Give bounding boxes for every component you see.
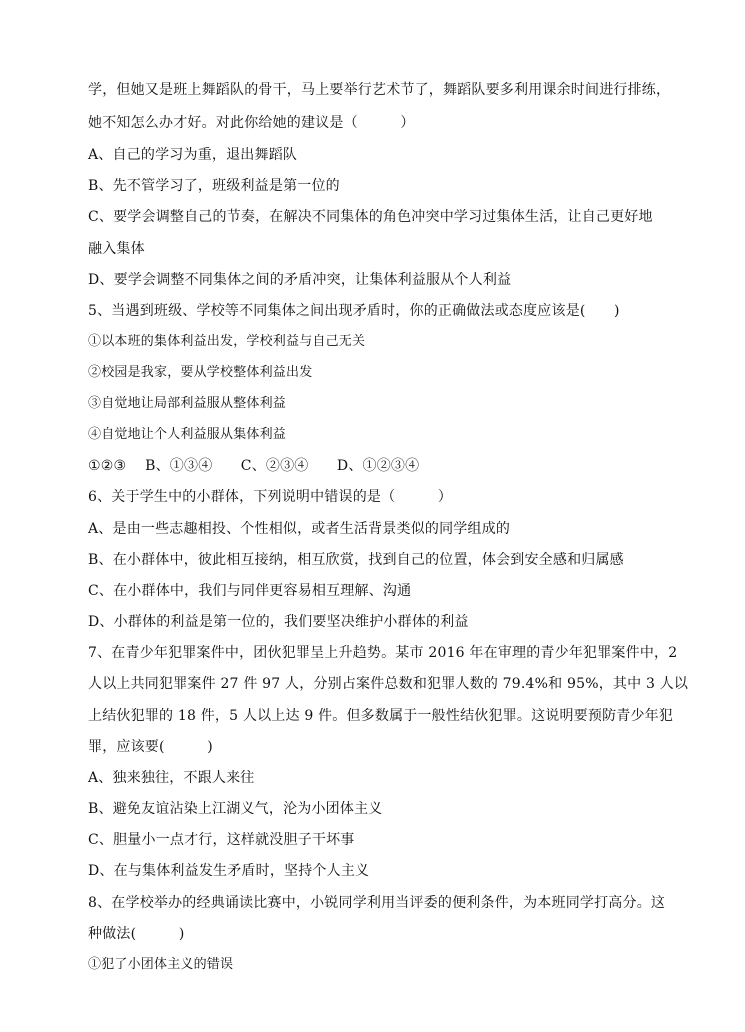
q8-item-1: ①犯了小团体主义的错误: [88, 957, 234, 972]
q6-option-b: B、在小群体中，彼此相互接纳，相互欣赏，找到自己的位置，体会到安全感和归属感: [88, 552, 624, 568]
q7-stem-line-4: 罪，应该要( ): [88, 739, 213, 755]
q7-option-d: D、在与集体利益发生矛盾时，坚持个人主义: [88, 863, 370, 879]
q7-stem-line-3: 上结伙犯罪的 18 件，5 人以上达 9 件。但多数属于一般性结伙犯罪。这说明要预防青少年犯: [88, 708, 674, 724]
q6-option-a: A、是由一些志趣相投、个性相似，或者生活背景类似的同学组成的: [88, 521, 511, 537]
q7-option-c: C、胆量小一点才行，这样就没胆子干坏事: [88, 832, 355, 848]
q5-item-4: ④自觉地让个人利益服从集体利益: [88, 427, 287, 442]
q8-stem-line-1: 8、在学校举办的经典诵读比赛中，小锐同学利用当评委的便利条件，为本班同学打高分。这: [88, 895, 666, 911]
q4-stem-line-1: 学，但她又是班上舞蹈队的骨干，马上要举行艺术节了，舞蹈队要多利用课余时间进行排练，: [88, 82, 671, 98]
q5-item-3: ③自觉地让局部利益服从整体利益: [88, 396, 287, 411]
q6-option-d: D、小群体的利益是第一位的，我们要坚决维护小群体的利益: [88, 614, 469, 630]
q4-stem-line-2: 她不知怎么办才好。对此你给她的建议是（ ）: [88, 115, 415, 131]
q7-stem-line-1: 7、在青少年犯罪案件中，团伙犯罪呈上升趋势。某市 2016 年在审理的青少年犯罪案件中，2: [88, 645, 678, 661]
q4-option-c-line-2: 融入集体: [88, 241, 145, 257]
q4-option-c-line-1: C、要学会调整自己的节奏，在解决不同集体的角色冲突中学习过集体生活，让自己更好地: [88, 209, 653, 225]
q6-option-c: C、在小群体中，我们与同伴更容易相互理解、沟通: [88, 583, 412, 599]
q5-options: ①②③ B、①③④ C、②③④ D、①②③④: [88, 458, 420, 474]
q4-option-b: B、先不管学习了，班级利益是第一位的: [88, 178, 340, 194]
q5-stem: 5、当遇到班级、学校等不同集体之间出现矛盾时，你的正确做法或态度应该是( ): [88, 303, 620, 319]
q5-item-2: ②校园是我家，要从学校整体利益出发: [88, 365, 313, 380]
q6-stem: 6、关于学生中的小群体，下列说明中错误的是（ ）: [88, 489, 453, 505]
q4-option-d: D、要学会调整不同集体之间的矛盾冲突，让集体利益服从个人利益: [88, 272, 512, 288]
q7-option-a: A、独来独往，不跟人来往: [88, 770, 255, 786]
q4-option-a: A、自己的学习为重，退出舞蹈队: [88, 147, 298, 163]
q8-stem-line-2: 种做法( ): [88, 926, 185, 942]
q7-option-b: B、避免友谊沾染上江湖义气，沦为小团体主义: [88, 801, 383, 817]
q5-item-1: ①以本班的集体利益出发，学校利益与自己无关: [88, 334, 366, 349]
q7-stem-line-2: 人以上共同犯罪案件 27 件 97 人，分别占案件总数和犯罪人数的 79.4%和 95%，其中 3 人以: [88, 676, 689, 692]
